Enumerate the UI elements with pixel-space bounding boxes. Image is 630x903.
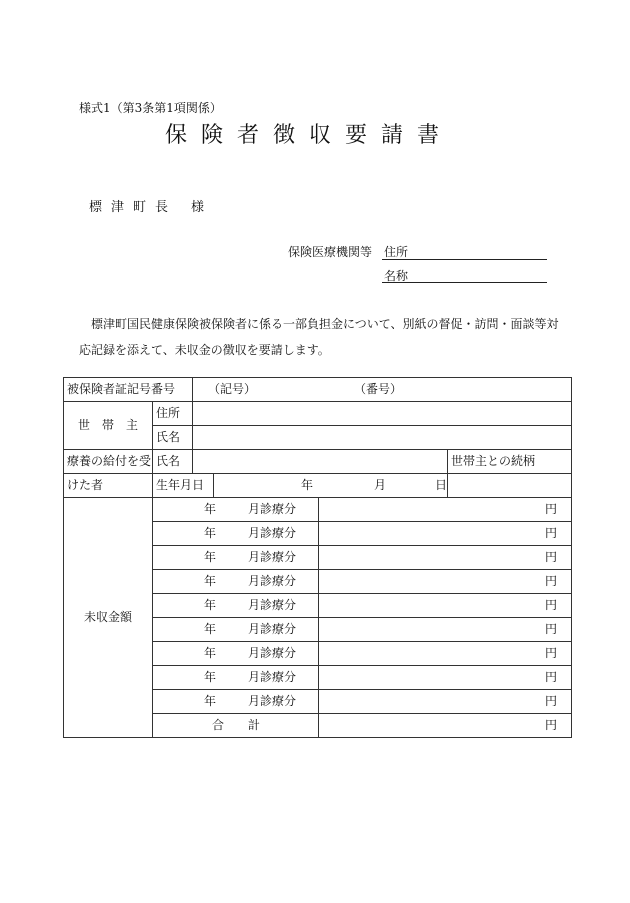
table-row: [64, 378, 572, 402]
table-row: [64, 450, 572, 474]
birthdate-label: 生年月日: [153, 474, 214, 498]
billing-amount[interactable]: 円: [319, 618, 572, 642]
household-name-label: 氏名: [153, 426, 193, 450]
total-label: [153, 714, 319, 738]
billing-period[interactable]: [153, 498, 319, 522]
institution-name-label: 名称: [384, 269, 409, 283]
birthdate-field[interactable]: [214, 474, 448, 498]
billing-amount[interactable]: 円: [319, 594, 572, 618]
billing-year: 年: [203, 502, 216, 516]
household-name-field[interactable]: [193, 426, 572, 450]
billing-period[interactable]: [153, 570, 319, 594]
relationship-label: 世帯主との続柄: [448, 450, 572, 474]
billing-year: 年: [203, 526, 216, 540]
form-identifier: 様式1（第3条第1項関係）: [79, 101, 222, 115]
billing-amount[interactable]: 円: [319, 690, 572, 714]
relationship-field[interactable]: [448, 474, 572, 498]
number-label: （番号）: [354, 382, 403, 396]
institution-name-field[interactable]: [382, 282, 547, 283]
institution-address-label: 住所: [384, 245, 409, 259]
institution-address-field[interactable]: [382, 259, 547, 260]
billing-period[interactable]: [153, 546, 319, 570]
household-address-field[interactable]: [193, 402, 572, 426]
household-address-label: 住所: [153, 402, 193, 426]
billing-period[interactable]: [153, 618, 319, 642]
total-amount[interactable]: 円: [319, 714, 572, 738]
billing-amount[interactable]: 円: [319, 570, 572, 594]
recipient-label-top: 療養の給付を受: [64, 450, 153, 474]
billing-month: 月診療分: [247, 694, 296, 708]
symbol-label: （記号）: [208, 382, 257, 396]
billing-year: 年: [203, 622, 216, 636]
document-title: 保険者徴収要請書: [165, 123, 454, 148]
billing-month: 月診療分: [247, 526, 296, 540]
unpaid-amount-label: 未収金額: [64, 498, 153, 738]
billing-year: 年: [203, 670, 216, 684]
billing-period[interactable]: [153, 642, 319, 666]
insured-number-label: 被保険者証記号番号: [64, 378, 193, 402]
household-head-label: 世 帯 主: [64, 402, 153, 450]
billing-month: 月診療分: [247, 670, 296, 684]
billing-month: 月診療分: [247, 550, 296, 564]
billing-amount[interactable]: 円: [319, 498, 572, 522]
table-row: [64, 402, 572, 426]
recipient-label-bottom: けた者: [64, 474, 153, 498]
birth-day-label: 日: [435, 478, 448, 492]
billing-amount[interactable]: 円: [319, 666, 572, 690]
total-label-text: 合 計: [212, 718, 261, 732]
billing-period[interactable]: [153, 522, 319, 546]
billing-month: 月診療分: [247, 598, 296, 612]
billing-amount[interactable]: 円: [319, 522, 572, 546]
billing-amount[interactable]: 円: [319, 546, 572, 570]
insured-number-field[interactable]: [193, 378, 572, 402]
billing-year: 年: [203, 646, 216, 660]
birth-month-label: 月: [374, 478, 387, 492]
billing-month: 月診療分: [247, 574, 296, 588]
billing-month: 月診療分: [247, 502, 296, 516]
billing-year: 年: [203, 574, 216, 588]
table-row: [64, 498, 572, 522]
addressee-name: 標津町長: [89, 200, 178, 215]
addressee-suffix: 様: [191, 200, 214, 215]
recipient-name-field[interactable]: [193, 450, 448, 474]
request-table: [63, 377, 572, 738]
billing-period[interactable]: [153, 690, 319, 714]
billing-period[interactable]: [153, 666, 319, 690]
institution-label: 保険医療機関等: [288, 245, 373, 259]
birth-year-label: 年: [301, 478, 314, 492]
billing-year: 年: [203, 694, 216, 708]
addressee: [89, 196, 213, 215]
billing-year: 年: [203, 550, 216, 564]
billing-month: 月診療分: [247, 622, 296, 636]
billing-year: 年: [203, 598, 216, 612]
billing-amount[interactable]: 円: [319, 642, 572, 666]
billing-period[interactable]: [153, 594, 319, 618]
table-row: [64, 474, 572, 498]
billing-month: 月診療分: [247, 646, 296, 660]
request-statement: 標津町国民健康保険被保険者に係る一部負担金について、別紙の督促・訪問・面談等対応記録を添えて、未収金の徴収を要請します。: [79, 317, 559, 357]
recipient-name-label: 氏名: [153, 450, 193, 474]
